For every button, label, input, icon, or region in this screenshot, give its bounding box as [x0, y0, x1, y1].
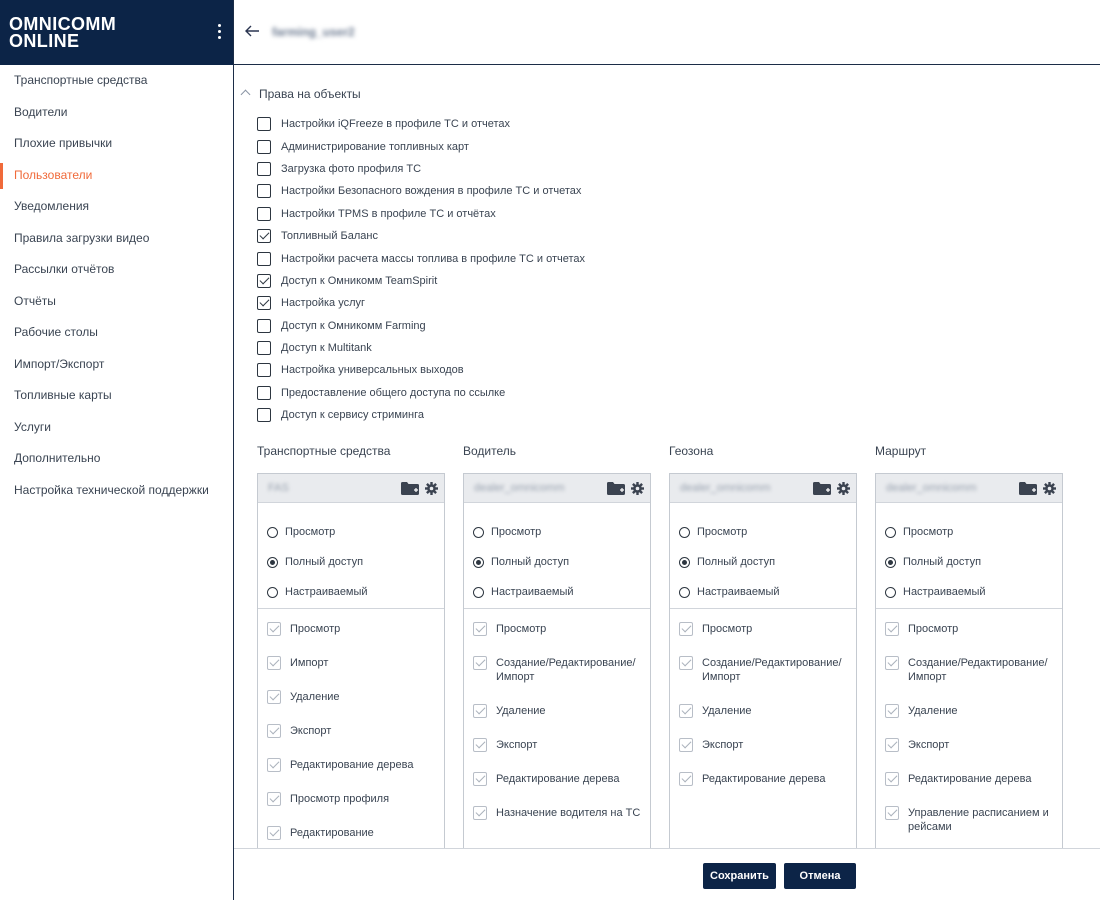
- sidebar-item[interactable]: Топливные карты: [14, 388, 112, 402]
- radio-label: Полный доступ: [903, 556, 982, 568]
- sidebar-item[interactable]: Рассылки отчётов: [14, 262, 115, 276]
- permission-checkbox[interactable]: [257, 386, 271, 400]
- radio-button[interactable]: [885, 587, 896, 598]
- permission-label: Настройки TPMS в профиле ТС и отчётах: [281, 207, 496, 220]
- disabled-checkbox: [267, 724, 281, 738]
- permission-label: Топливный Баланс: [281, 230, 378, 243]
- sidebar-item[interactable]: Дополнительно: [14, 451, 101, 465]
- permission-checkbox[interactable]: [257, 207, 271, 221]
- sidebar-item[interactable]: Уведомления: [14, 199, 90, 213]
- gear-icon[interactable]: [1043, 482, 1056, 495]
- action-label: Импорт: [290, 657, 329, 669]
- radio-button[interactable]: [473, 557, 484, 568]
- radio-label: Просмотр: [903, 526, 954, 538]
- disabled-checkbox: [679, 622, 693, 636]
- gear-icon[interactable]: [837, 482, 850, 495]
- access-level-option[interactable]: [876, 517, 1062, 547]
- permission-label: Настройки расчета массы топлива в профиле ТС и отчетах: [281, 252, 585, 265]
- permission-row[interactable]: [257, 404, 585, 426]
- action-list: [258, 609, 444, 840]
- action-label: Назначение водителя на ТС: [496, 807, 641, 819]
- action-label: Удаление: [496, 705, 546, 717]
- folder-icon[interactable]: [607, 482, 625, 495]
- access-card: [875, 473, 1063, 848]
- radio-label: Просмотр: [285, 526, 336, 538]
- action-row: [876, 622, 1062, 636]
- radio-button[interactable]: [679, 557, 690, 568]
- action-list: [464, 609, 650, 820]
- action-row: [670, 704, 856, 718]
- permission-checkbox[interactable]: [257, 184, 271, 198]
- access-card: [257, 473, 445, 848]
- permission-label: Доступ к Multitank: [281, 342, 372, 355]
- action-label: Создание/Редактирование/Импорт: [702, 657, 842, 683]
- action-row: [258, 792, 444, 806]
- access-level-option[interactable]: [670, 517, 856, 547]
- disabled-checkbox: [885, 772, 899, 786]
- access-level-option[interactable]: [670, 547, 856, 577]
- permission-checkbox[interactable]: [257, 162, 271, 176]
- action-row: [258, 724, 444, 738]
- column-title: Водитель: [463, 444, 517, 458]
- permission-row[interactable]: [257, 203, 585, 225]
- access-level-group: [670, 503, 856, 609]
- page-title: farming_user2: [272, 25, 355, 39]
- permission-label: Настройки Безопасного вождения в профиле ТС и отчетах: [281, 185, 582, 198]
- radio-button[interactable]: [473, 527, 484, 538]
- action-label: Просмотр: [702, 623, 753, 635]
- radio-label: Настраиваемый: [285, 586, 368, 598]
- action-row: [464, 738, 650, 752]
- permission-label: Администрирование топливных карт: [281, 140, 469, 153]
- radio-label: Настраиваемый: [491, 586, 574, 598]
- permission-label: Доступ к сервису стриминга: [281, 409, 424, 422]
- action-label: Просмотр: [290, 623, 341, 635]
- card-header: [464, 474, 650, 503]
- action-label: Редактирование: [290, 827, 374, 839]
- disabled-checkbox: [473, 738, 487, 752]
- main-content: [234, 65, 1100, 848]
- gear-icon[interactable]: [425, 482, 438, 495]
- permission-checkbox[interactable]: [257, 274, 271, 288]
- sidebar-item[interactable]: Рабочие столы: [14, 325, 98, 339]
- section-title: Права на объекты: [259, 87, 361, 101]
- access-level-option[interactable]: [464, 517, 650, 547]
- action-row: [876, 704, 1062, 718]
- disabled-checkbox: [885, 656, 899, 670]
- section-toggle[interactable]: [242, 87, 361, 101]
- action-row: [258, 690, 444, 704]
- sidebar-item[interactable]: Импорт/Экспорт: [14, 356, 105, 371]
- action-label: Редактирование дерева: [290, 759, 414, 771]
- action-label: Редактирование дерева: [496, 773, 620, 785]
- permission-label: Настройка услуг: [281, 297, 366, 310]
- sidebar: [0, 0, 234, 900]
- radio-button[interactable]: [267, 527, 278, 538]
- column-title: Геозона: [669, 444, 714, 458]
- access-level-option[interactable]: [464, 577, 650, 607]
- disabled-checkbox: [885, 704, 899, 718]
- disabled-checkbox: [267, 826, 281, 840]
- action-list: [670, 609, 856, 786]
- permission-row[interactable]: [257, 270, 585, 292]
- action-row: [670, 622, 856, 636]
- save-button[interactable]: Сохранить: [703, 863, 776, 889]
- permission-label: Настройки iQFreeze в профиле ТС и отчетах: [281, 118, 511, 131]
- card-header: [258, 474, 444, 503]
- radio-button[interactable]: [679, 587, 690, 598]
- action-label: Экспорт: [496, 739, 538, 751]
- page-header: [234, 0, 1100, 65]
- access-level-option[interactable]: [876, 547, 1062, 577]
- action-row: [258, 622, 444, 636]
- sidebar-item[interactable]: Правила загрузки видео: [14, 230, 150, 245]
- permission-row[interactable]: [257, 225, 585, 247]
- permission-row[interactable]: [257, 359, 585, 381]
- action-label: Просмотр: [496, 623, 547, 635]
- brand-line-1: OMNICOMM: [9, 14, 117, 34]
- permission-checkbox[interactable]: [257, 319, 271, 333]
- logo-bar: [0, 0, 233, 65]
- radio-button[interactable]: [267, 557, 278, 568]
- action-row: [670, 738, 856, 752]
- action-row: [258, 656, 444, 670]
- action-row: [876, 772, 1062, 786]
- folder-icon[interactable]: [813, 482, 831, 495]
- permission-checkbox[interactable]: [257, 408, 271, 422]
- action-row: [258, 758, 444, 772]
- action-label: Удаление: [908, 705, 958, 717]
- radio-label: Настраиваемый: [903, 586, 986, 598]
- access-level-option[interactable]: [876, 577, 1062, 607]
- radio-button[interactable]: [885, 527, 896, 538]
- disabled-checkbox: [473, 622, 487, 636]
- chevron-up-icon: [241, 90, 251, 100]
- radio-label: Полный доступ: [697, 556, 776, 568]
- scope-label: dealer_omnicomm: [474, 482, 565, 494]
- card-header: [670, 474, 856, 503]
- access-level-option[interactable]: [258, 517, 444, 547]
- action-label: Редактирование дерева: [702, 773, 826, 785]
- more-menu-icon[interactable]: [217, 24, 223, 42]
- radio-label: Просмотр: [697, 526, 748, 538]
- action-row: [876, 806, 1062, 834]
- action-row: [670, 656, 856, 684]
- action-label: Создание/Редактирование/Импорт: [908, 657, 1048, 683]
- brand-line-2: ONLINE: [9, 31, 80, 51]
- scope-label: FAS: [268, 482, 289, 494]
- disabled-checkbox: [679, 656, 693, 670]
- access-level-group: [258, 503, 444, 609]
- permission-row[interactable]: [257, 180, 585, 202]
- disabled-checkbox: [473, 772, 487, 786]
- radio-button[interactable]: [473, 587, 484, 598]
- disabled-checkbox: [679, 738, 693, 752]
- disabled-checkbox: [267, 656, 281, 670]
- access-card: [463, 473, 651, 848]
- action-row: [464, 806, 650, 820]
- disabled-checkbox: [473, 656, 487, 670]
- sidebar-item[interactable]: Пользователи: [0, 160, 233, 192]
- permission-row[interactable]: [257, 113, 585, 135]
- action-row: [464, 656, 650, 684]
- gear-icon[interactable]: [631, 482, 644, 495]
- action-row: [258, 826, 444, 840]
- scope-label: dealer_omnicomm: [680, 482, 771, 494]
- action-row: [876, 656, 1062, 684]
- action-label: Просмотр: [908, 623, 959, 635]
- permission-checkbox[interactable]: [257, 117, 271, 131]
- access-level-group: [464, 503, 650, 609]
- permission-label: Доступ к Омникомм TeamSpirit: [281, 274, 438, 287]
- action-label: Экспорт: [290, 725, 332, 737]
- action-row: [464, 704, 650, 718]
- action-label: Управление расписанием и рейсами: [908, 807, 1049, 833]
- disabled-checkbox: [473, 806, 487, 820]
- action-row: [876, 738, 1062, 752]
- disabled-checkbox: [885, 622, 899, 636]
- action-label: Создание/Редактирование/Импорт: [496, 657, 636, 683]
- permissions-list: [257, 113, 585, 426]
- permission-row[interactable]: [257, 158, 585, 180]
- action-row: [464, 622, 650, 636]
- radio-label: Полный доступ: [491, 556, 570, 568]
- scope-label: dealer_omnicomm: [886, 482, 977, 494]
- permission-row[interactable]: [257, 247, 585, 269]
- disabled-checkbox: [473, 704, 487, 718]
- sidebar-item[interactable]: Плохие привычки: [14, 136, 113, 150]
- access-level-option[interactable]: [464, 547, 650, 577]
- radio-button[interactable]: [267, 587, 278, 598]
- action-row: [464, 772, 650, 786]
- cancel-button[interactable]: Отмена: [784, 863, 856, 889]
- action-label: Экспорт: [908, 739, 950, 751]
- sidebar-item[interactable]: Услуги: [14, 419, 51, 434]
- action-list: [876, 609, 1062, 834]
- radio-button[interactable]: [885, 557, 896, 568]
- radio-button[interactable]: [679, 527, 690, 538]
- permission-row[interactable]: [257, 135, 585, 157]
- radio-label: Полный доступ: [285, 556, 364, 568]
- card-header: [876, 474, 1062, 503]
- permission-row[interactable]: [257, 382, 585, 404]
- permission-row[interactable]: [257, 292, 585, 314]
- footer-bar: [234, 848, 1100, 901]
- disabled-checkbox: [267, 792, 281, 806]
- disabled-checkbox: [679, 704, 693, 718]
- sidebar-nav: [0, 65, 233, 506]
- permission-checkbox[interactable]: [257, 229, 271, 243]
- permission-row[interactable]: [257, 315, 585, 337]
- permission-checkbox[interactable]: [257, 296, 271, 310]
- action-row: [670, 772, 856, 786]
- permission-checkbox[interactable]: [257, 140, 271, 154]
- back-arrow-icon[interactable]: [243, 22, 261, 40]
- radio-label: Просмотр: [491, 526, 542, 538]
- radio-label: Настраиваемый: [697, 586, 780, 598]
- sidebar-item[interactable]: Отчёты: [14, 293, 56, 308]
- disabled-checkbox: [267, 622, 281, 636]
- access-level-option[interactable]: [670, 577, 856, 607]
- access-level-option[interactable]: [258, 577, 444, 607]
- permission-label: Настройка универсальных выходов: [281, 364, 464, 377]
- permission-checkbox[interactable]: [257, 341, 271, 355]
- action-label: Редактирование дерева: [908, 773, 1032, 785]
- disabled-checkbox: [679, 772, 693, 786]
- action-label: Удаление: [702, 705, 752, 717]
- folder-icon[interactable]: [401, 482, 419, 495]
- brand-logo[interactable]: [9, 16, 116, 50]
- access-level-group: [876, 503, 1062, 609]
- permission-label: Загрузка фото профиля ТС: [281, 162, 422, 175]
- column-title: Маршрут: [875, 444, 927, 458]
- sidebar-item[interactable]: Водители: [14, 104, 68, 119]
- column-title: Транспортные средства: [257, 444, 391, 458]
- disabled-checkbox: [267, 758, 281, 772]
- sidebar-item[interactable]: Транспортные средства: [14, 73, 148, 87]
- disabled-checkbox: [885, 806, 899, 820]
- sidebar-item[interactable]: Настройка технической поддержки: [14, 482, 209, 497]
- permission-row[interactable]: [257, 337, 585, 359]
- action-label: Удаление: [290, 691, 340, 703]
- action-label: Экспорт: [702, 739, 744, 751]
- permission-checkbox[interactable]: [257, 252, 271, 266]
- folder-icon[interactable]: [1019, 482, 1037, 495]
- permission-label: Доступ к Омникомм Farming: [281, 319, 426, 332]
- permission-checkbox[interactable]: [257, 363, 271, 377]
- disabled-checkbox: [885, 738, 899, 752]
- disabled-checkbox: [267, 690, 281, 704]
- action-label: Просмотр профиля: [290, 793, 390, 805]
- access-card: [669, 473, 857, 848]
- permission-label: Предоставление общего доступа по ссылке: [281, 386, 506, 399]
- access-level-option[interactable]: [258, 547, 444, 577]
